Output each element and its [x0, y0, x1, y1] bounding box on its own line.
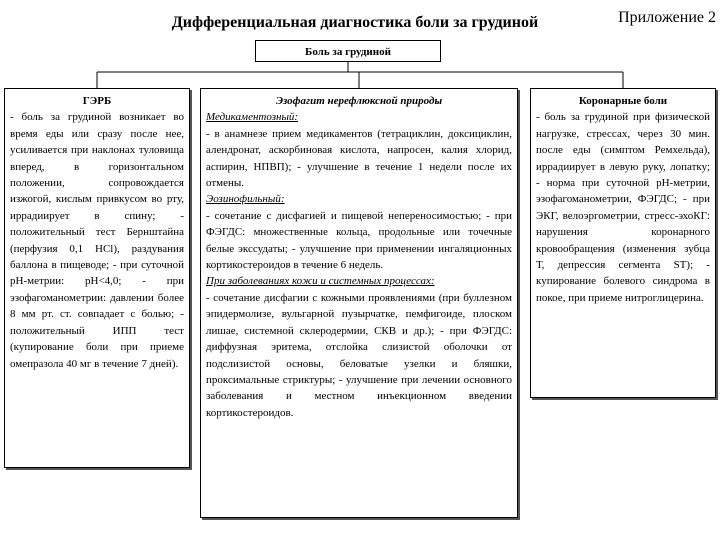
- eosinophilic-subheading: Эозинофильный:: [206, 193, 285, 206]
- coronary-text: - боль за грудиной при физической нагрузке, стрессах, через 30 мин. после еды (симптом Ремхельда), иррадиирует в левую руку, лопатку; - норма при суточной рН-метрии, эзофагоманометрии, ФЭГДС; - при ЭКГ, велоэргометрии, стресс-эхоКГ: нарушения коронарного кровообращения (изменения зубца Т, депрессия сегмента ST); - купирование болевого синдрома в покое, при приеме нитроглицерина.: [536, 111, 710, 304]
- systemic-text: - сочетание дисфагии с кожными проявлениями (при буллезном эпидермолизе, вульгарной пузырчатке, пемфигоиде, плоском лишае, системной склеродермии, СКВ и др.); - при ФЭГДС: диффузная эритема, отслойка слизистой оболочки от подслизистой основы, беловатые узелки и бляшки, проксимальные стриктуры; - улучшение при лечении основного заболевания и местном инъекционном введении кортикостероидов.: [206, 291, 512, 419]
- coronary-column: [530, 88, 716, 398]
- drug-induced-text: - в анамнезе прием медикаментов (тетрациклин, доксициклин, алендронат, аскорбиновая кислота, напросен, калия хлорид, аспирин, НПВП); - улучшение в течение 1 недели после их отмены.: [206, 127, 512, 190]
- page-title: Дифференциальная диагностика боли за грудиной: [171, 14, 539, 31]
- esophagitis-column: [200, 88, 518, 518]
- gerd-text: - боль за грудиной возникает во время еды или сразу после нее, усиливается при наклонах туловища вперед, в горизонтальном положении, сопровождается изжогой, кислым привкусом во рту, иррадиирует в спину; - положительный тест Бернштайна (перфузия 0,1 HCl), раздувания баллона в пищеводе; - при суточной рН-метрии: рН<4,0; - при эзофагоманометрии: давлении более 8 мм рт. ст. совпадает с болью; - положительный ИПП тест (купирование боли при приеме омепразола 40 мг в течение 7 дней).: [10, 111, 184, 370]
- eosinophilic-text: - сочетание с дисфагией и пищевой непереносимостью; - при ФЭГДС: множественные кольца, продольные или точечные белые экссудаты; - улучшение при применении ингаляционных кортикостероидов в течение 6 недель.: [206, 209, 512, 272]
- esophagitis-heading: Эзофагит нерефлюксной природы: [275, 95, 443, 107]
- systemic-subheading: При заболеваниях кожи и системных процессах:: [206, 275, 435, 288]
- appendix-label: Приложение 2: [618, 9, 716, 26]
- coronary-heading: Коронарные боли: [578, 95, 668, 107]
- gerd-heading: ГЭРБ: [82, 95, 112, 107]
- root-node: Боль за грудиной: [255, 40, 441, 62]
- gerd-column: [4, 88, 190, 468]
- drug-induced-subheading: Медикаментозный:: [206, 111, 299, 124]
